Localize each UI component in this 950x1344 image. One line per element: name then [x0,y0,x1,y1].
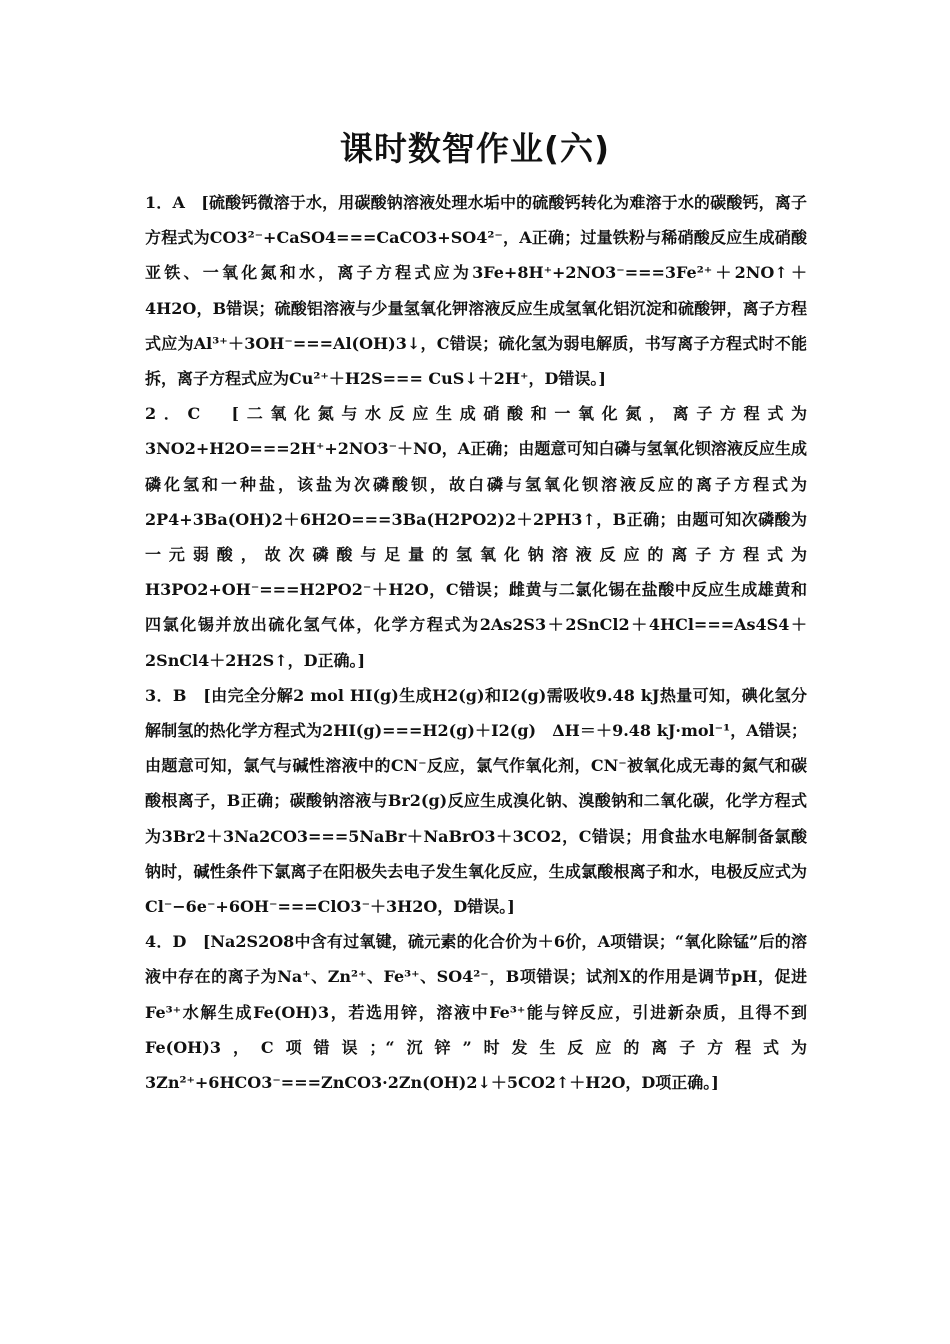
page-title: 课时数智作业(六) [339,129,611,168]
answer-text-2: 2．C [二氧化氮与水反应生成硝酸和一氧化氮，离子方程式为3NO2+H2O===2H⁺+2NO3⁻＋NO，A正确；由题意可知白磷与氢氧化钡溶液反应生成磷化氢和一种盐，该盐为次磷酸钡，故白磷与氢氧化钡溶液反应的离子方程式为2P4+3Ba(OH)2＋6H2O===3Ba(H2PO2)2＋2PH3↑，B正确；由题可知次磷酸为一元弱酸，故次磷酸与足量的氢氧化钠溶液反应的离子方程式为H3PO2+OH⁻===H2PO2⁻＋H2O，C错误；雌黄与二氯化锡在盐酸中反应生成雄黄和四氯化锡并放出硫化氢气体，化学方程式为2As2S3＋2SnCl2＋4HCl===As4S4＋2SnCl4＋2H2S↑，D正确。] [145,404,807,670]
answer-item-1 [145,185,807,396]
answer-item-2 [145,396,807,678]
answer-list [145,185,807,1100]
answer-item-4 [145,924,807,1100]
answer-text-1: 1．A [硫酸钙微溶于水，用碳酸钠溶液处理水垢中的硫酸钙转化为难溶于水的碳酸钙，离子方程式为CO3²⁻+CaSO4===CaCO3+SO4²⁻，A正确；过量铁粉与稀硝酸反应生成硝酸亚铁、一氧化氮和水，离子方程式应为3Fe+8H⁺+2NO3⁻===3Fe²⁺＋2NO↑＋4H2O，B错误；硫酸铝溶液与少量氢氧化钾溶液反应生成氢氧化铝沉淀和硫酸钾，离子方程式应为Al³⁺＋3OH⁻===Al(OH)3↓，C错误；硫化氢为弱电解质，书写离子方程式时不能拆，离子方程式应为Cu²⁺＋H2S=== CuS↓＋2H⁺，D错误。] [145,193,807,389]
answer-text-4: 4．D [Na2S2O8中含有过氧键，硫元素的化合价为＋6价，A项错误；“氧化除锰”后的溶液中存在的离子为Na⁺、Zn²⁺、Fe³⁺、SO4²⁻，B项错误；试剂X的作用是调节pH，促进Fe³⁺水解生成Fe(OH)3，若选用锌，溶液中Fe³⁺能与锌反应，引进新杂质，且得不到Fe(OH)3，C项错误；“沉锌”时发生反应的离子方程式为3Zn²⁺+6HCO3⁻===ZnCO3·2Zn(OH)2↓＋5CO2↑＋H2O，D项正确。] [145,932,807,1093]
answer-item-3 [145,678,807,924]
answer-text-3: 3．B [由完全分解2 mol HI(g)生成H2(g)和I2(g)需吸收9.48 kJ热量可知，碘化氢分解制氢的热化学方程式为2HI(g)===H2(g)＋I2(g) ΔH＝＋9.48 kJ·mol⁻¹，A错误；由题意可知，氯气与碱性溶液中的CN⁻反应，氯气作氧化剂，CN⁻被氧化成无毒的氮气和碳酸根离子，B正确；碳酸钠溶液与Br2(g)反应生成溴化钠、溴酸钠和二氧化碳，化学方程式为3Br2＋3Na2CO3===5NaBr＋NaBrO3＋3CO2，C错误；用食盐水电解制备氯酸钠时，碱性条件下氯离子在阳极失去电子发生氧化反应，生成氯酸根离子和水，电极反应式为Cl⁻−6e⁻+6OH⁻===ClO3⁻＋3H2O，D错误。] [145,685,807,917]
